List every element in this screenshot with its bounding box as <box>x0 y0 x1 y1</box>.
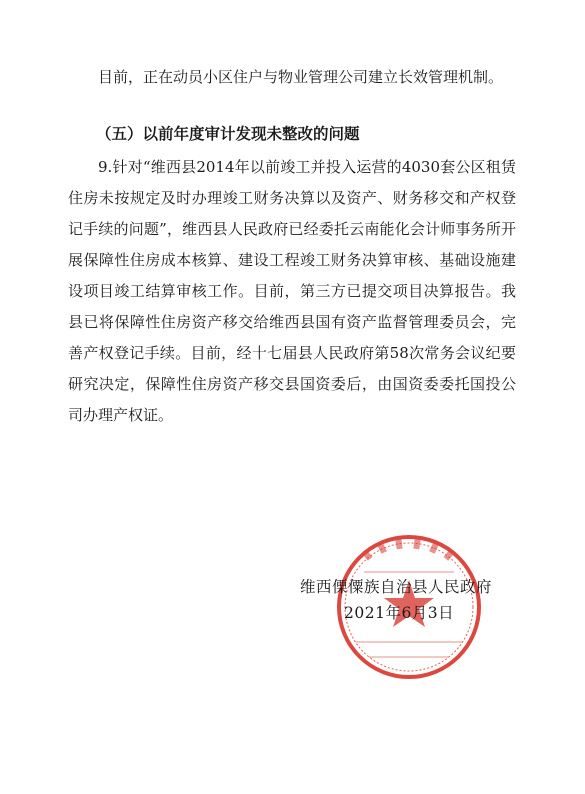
signature-organization: 维西傈僳族自治县人民政府 <box>300 578 493 596</box>
paragraph-audit-issue: 9.针对“维西县2014年以前竣工并投入运营的4030套公区租赁住房未按规定及时办理竣工财务决算以及资产、财务移交和产权登记手续的问题”，维西县人民政府已经委托云南能化会计师事务所开展保障性住房成本核算、建设工程竣工财务决算审核、基础设施建设项目竣工结算审核工作。目前，第三方已提交项目决算报告。我县已将保障性住房资产移交给维西县国有资产监督管理委员会，完善产权登记手续。目前，经十七届县人民政府第58次常务会议纪要研究决定，保障性住房资产移交县国资委后，由国资委委托国投公司办理产权证。 <box>68 158 516 424</box>
section-heading: （五）以前年度审计发现未整改的问题 <box>96 125 360 143</box>
signature-date: 2021年6月3日 <box>344 604 455 622</box>
paragraph-mechanism: 目前，正在动员小区住户与物业管理公司建立长效管理机制。 <box>98 68 504 86</box>
